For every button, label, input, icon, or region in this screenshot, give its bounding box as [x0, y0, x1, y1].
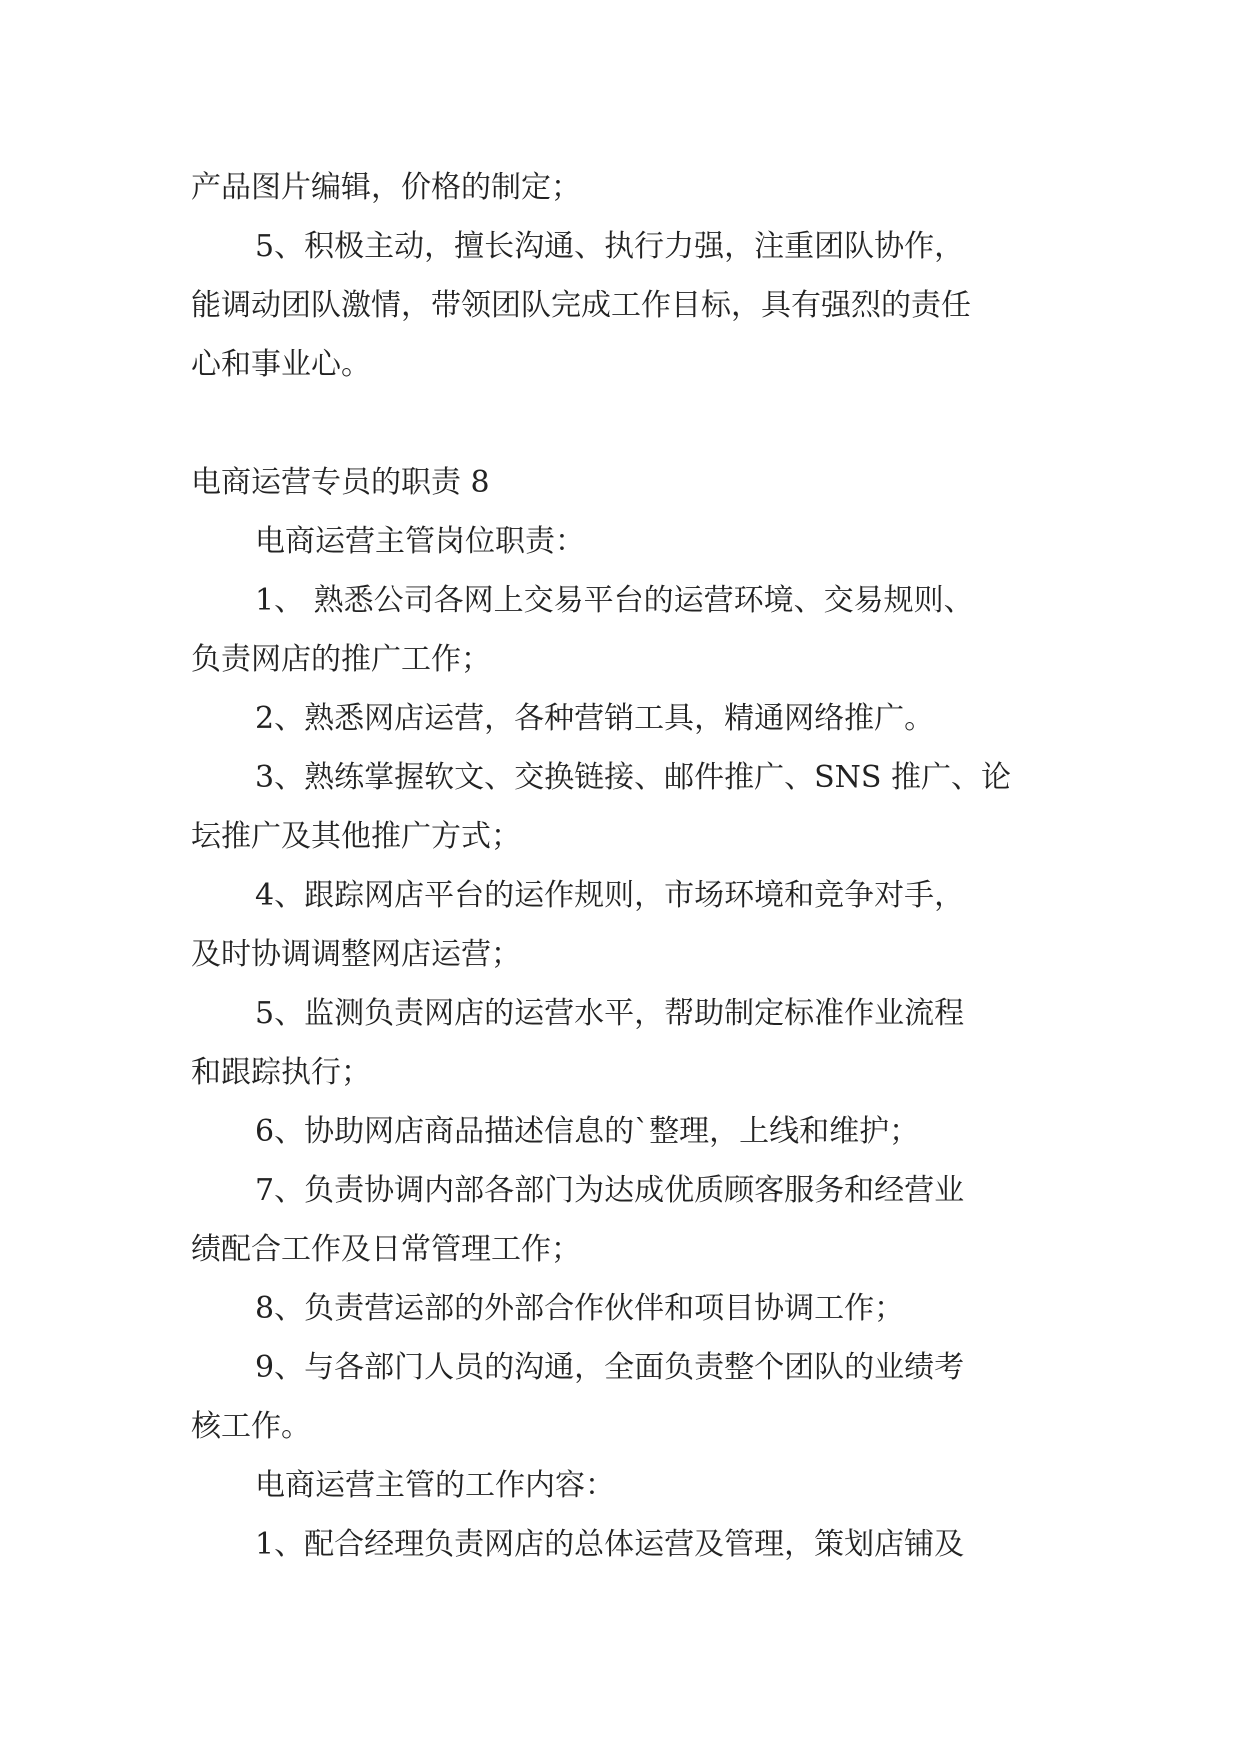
list-item-5: 5、积极主动，擅长沟通、执行力强，注重团队协作，: [255, 229, 965, 264]
list-item-7: 7、负责协调内部各部门为达成优质顾客服务和经营业: [255, 1173, 965, 1208]
list-item-1: 1、 熟悉公司各网上交易平台的运营环境、交易规则、: [255, 583, 974, 618]
list-item-9: 9、与各部门人员的沟通，全面负责整个团队的业绩考: [255, 1350, 965, 1385]
paragraph-line: 及时协调调整网店运营；: [191, 937, 521, 972]
list-item-3: 3、熟练掌握软文、交换链接、邮件推广、SNS 推广、论: [255, 760, 1011, 795]
section-heading: 电商运营专员的职责 8: [191, 465, 490, 500]
list-item-2: 2、熟悉网店运营，各种营销工具，精通网络推广。: [255, 701, 935, 736]
list-item-6: 6、协助网店商品描述信息的`整理，上线和维护；: [255, 1114, 920, 1149]
section-gap: [191, 394, 1071, 453]
list-item-8: 8、负责营运部的外部合作伙伴和项目协调工作；: [255, 1291, 905, 1326]
paragraph-line: 绩配合工作及日常管理工作；: [191, 1232, 581, 1267]
list-item-1: 1、配合经理负责网店的总体运营及管理，策划店铺及: [255, 1527, 965, 1562]
paragraph-line: 核工作。: [191, 1409, 311, 1444]
paragraph-line: 坛推广及其他推广方式；: [191, 819, 521, 854]
document-body: [191, 158, 1071, 1574]
subheading: 电商运营主管岗位职责：: [255, 524, 585, 559]
paragraph-line: 和跟踪执行；: [191, 1055, 371, 1090]
list-item-5: 5、监测负责网店的运营水平，帮助制定标准作业流程: [255, 996, 965, 1031]
paragraph-line: 负责网店的推广工作；: [191, 642, 491, 677]
paragraph-line: 产品图片编辑，价格的制定；: [191, 170, 581, 205]
list-item-4: 4、跟踪网店平台的运作规则，市场环境和竞争对手，: [255, 878, 965, 913]
paragraph-line: 能调动团队激情，带领团队完成工作目标，具有强烈的责任: [191, 288, 971, 323]
subheading: 电商运营主管的工作内容：: [255, 1468, 615, 1503]
paragraph-line: 心和事业心。: [191, 347, 371, 382]
